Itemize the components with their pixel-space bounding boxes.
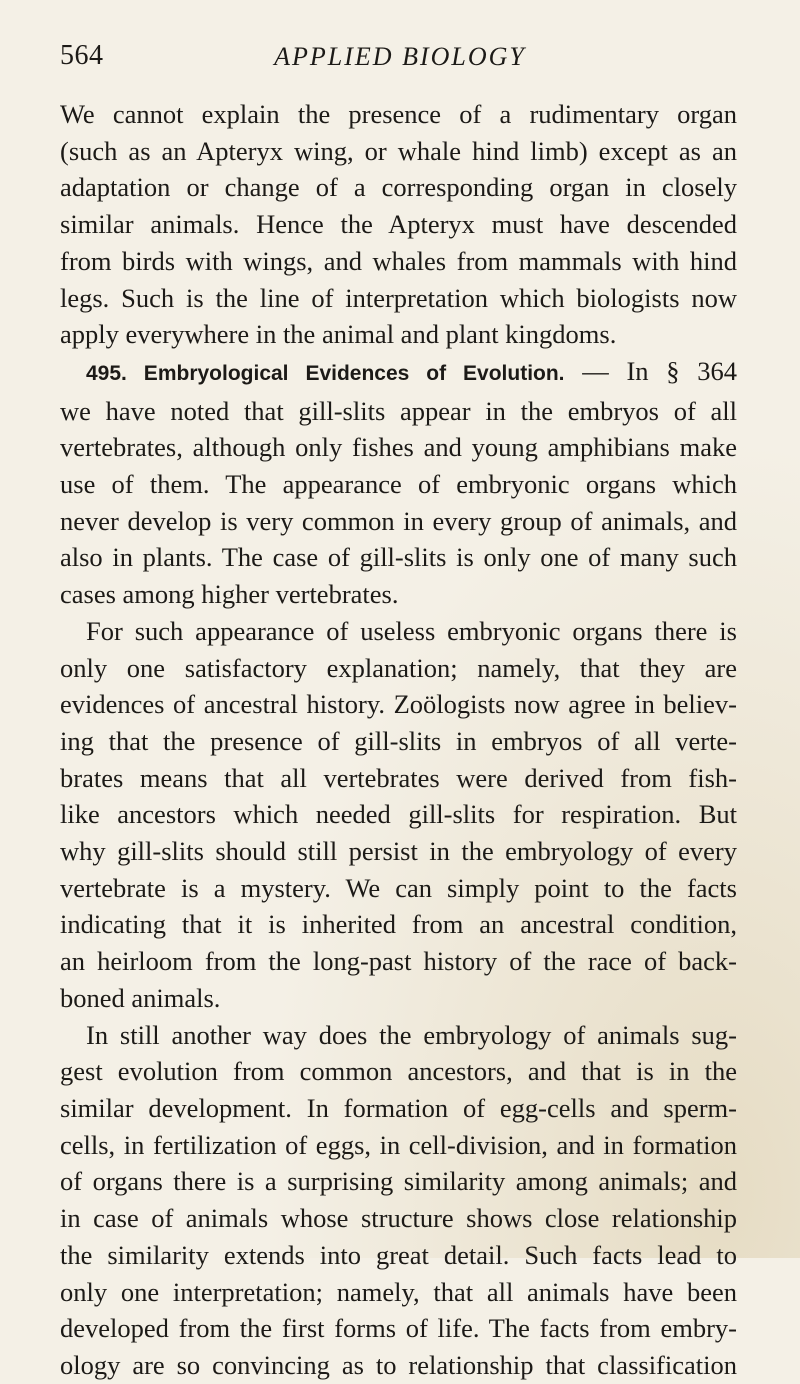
text-line: indicating that it is inherited from an ancestral condition, <box>60 909 737 940</box>
text-line: like ancestors which needed gill-slits for respiration. But <box>60 799 737 830</box>
section-heading-rest: — In § 364 <box>564 355 738 386</box>
page-number: 564 <box>60 40 104 71</box>
section-heading: 495. Embryological Evidences of Evolution. <box>86 361 565 385</box>
text-line: legs. Such is the line of interpretation which biologists now <box>60 282 737 313</box>
text-line: never develop is very common in every group of animals, and <box>60 505 737 536</box>
body-text <box>60 96 737 1384</box>
text-line: developed from the first forms of life. The facts from embry- <box>60 1313 737 1344</box>
text-line: ology are so convincing as to relationship that classification <box>60 1349 737 1380</box>
paragraph-3 <box>60 613 737 1017</box>
text-line: in case of animals whose structure shows close relationship <box>60 1203 737 1234</box>
text-line: use of them. The appearance of embryonic organs which <box>60 469 737 500</box>
text-line: boned animals. <box>60 982 221 1013</box>
text-line: of organs there is a surprising similarity among animals; and <box>60 1166 737 1197</box>
text-line: cells, in fertilization of eggs, in cell-division, and in formation <box>60 1129 737 1160</box>
text-line: ing that the presence of gill-slits in embryos of all verte- <box>60 725 737 756</box>
text-line: vertebrates, although only fishes and young amphibians make <box>60 432 737 463</box>
text-line: from birds with wings, and whales from mammals with hind <box>60 245 737 276</box>
paragraph-1 <box>60 96 737 353</box>
text-line: cases among higher vertebrates. <box>60 579 399 610</box>
text-line: apply everywhere in the animal and plant kingdoms. <box>60 319 617 350</box>
text-line: We cannot explain the presence of a rudimentary organ <box>60 99 737 129</box>
section-495 <box>60 353 737 613</box>
text-line: similar animals. Hence the Apteryx must have descended <box>60 209 737 240</box>
text-line: only one interpretation; namely, that all animals have been <box>60 1276 737 1307</box>
text-line: similar development. In formation of egg-cells and sperm- <box>60 1092 737 1123</box>
running-head: APPLIED BIOLOGY <box>274 42 526 71</box>
page-header <box>60 40 740 84</box>
text-line: vertebrate is a mystery. We can simply point to the facts <box>60 872 737 903</box>
text-line: adaptation or change of a corresponding organ in closely <box>60 172 737 203</box>
text-line: also in plants. The case of gill-slits is only one of many such <box>60 542 737 573</box>
text-line: (such as an Apteryx wing, or whale hind limb) except as an <box>60 135 737 166</box>
section-heading-line <box>60 353 737 393</box>
text-line: For such appearance of useless embryonic organs there is <box>86 615 737 646</box>
text-line: an heirloom from the long-past history of the race of back- <box>60 946 737 977</box>
text-line: only one satisfactory explanation; namely, that they are <box>60 652 737 683</box>
text-line: why gill-slits should still persist in the embryology of every <box>60 836 737 867</box>
paragraph-4 <box>60 1017 737 1384</box>
text-line: the similarity extends into great detail. Such facts lead to <box>60 1239 737 1270</box>
text-line: gest evolution from common ancestors, and that is in the <box>60 1056 737 1087</box>
text-line: In still another way does the embryology of animals sug- <box>86 1019 737 1050</box>
text-line: we have noted that gill-slits appear in the embryos of all <box>60 395 737 426</box>
text-line: evidences of ancestral history. Zoölogists now agree in believ- <box>60 689 737 720</box>
text-line: brates means that all vertebrates were derived from fish- <box>60 762 737 793</box>
